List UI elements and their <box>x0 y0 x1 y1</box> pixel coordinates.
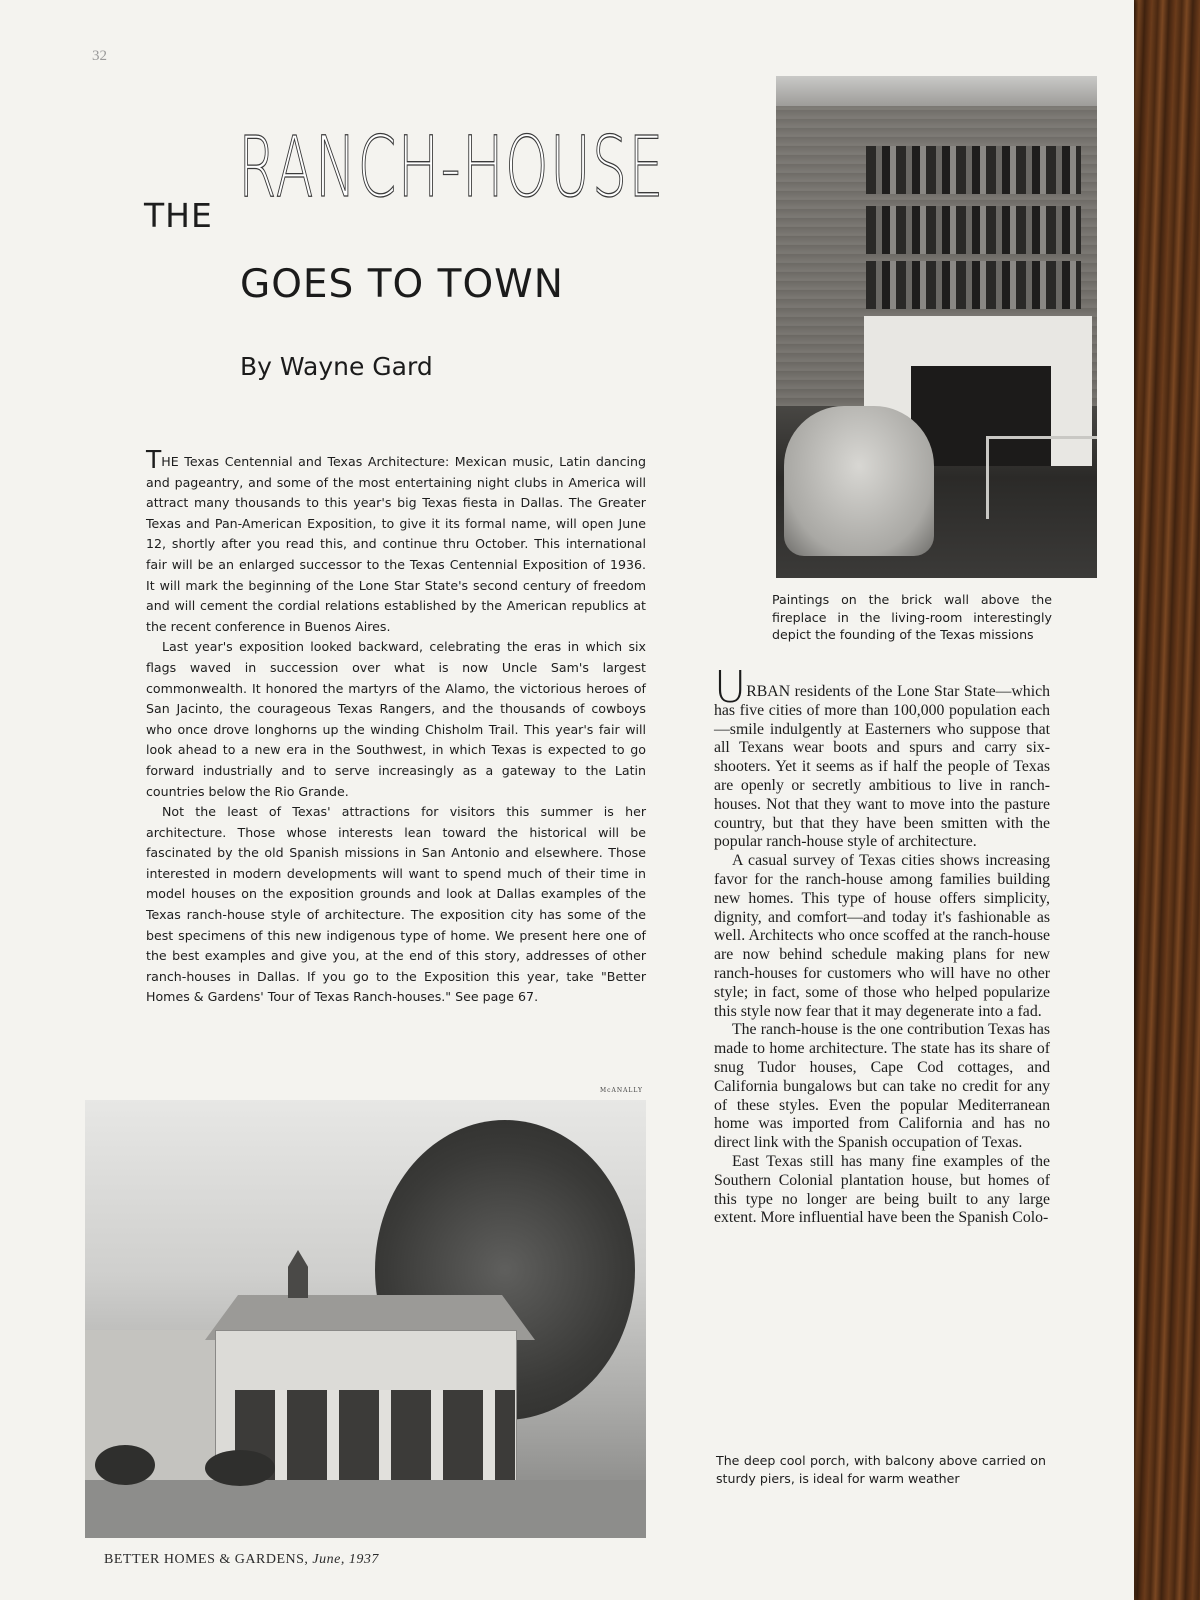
shrub <box>205 1450 275 1486</box>
mural-painting <box>866 261 1081 309</box>
body-paragraph: The ranch-house is the one contribution Texas has made to home architecture. The state has its share of snug Tudor houses, Cape Cod cottages, and California bungalows but can take no credit for any of these styles. Even the popular Mediterranean home was imported from California and has no direct link with the Spanish occupation of Texas. <box>714 1021 1050 1152</box>
fireplace-caption: Paintings on the brick wall above the fireplace in the living-room interestingly depict the founding of the Texas missions <box>772 592 1052 642</box>
body-dropcap: U <box>714 662 747 713</box>
issue-date: June, 1937 <box>312 1552 379 1567</box>
article-subtitle: GOES TO TOWN <box>240 262 564 307</box>
title-prefix: THE <box>144 196 213 235</box>
cupola <box>288 1250 308 1298</box>
shrub <box>95 1445 155 1485</box>
body-para1: RBAN residents of the Lone Star State—which has five cities of more than 100,000 population each—smile indulgently at Easterners who suppose that all Texans wear boots and spurs and carry six-shooters. Yet it seems as if half the people of Texas are openly or secretly ambitious to live in ranch-houses. Not that they want to move into the pasture country, but that they have been smitten with the popular ranch-house style of architecture. <box>714 683 1050 851</box>
side-table <box>986 436 1097 519</box>
intro-text <box>146 445 646 1008</box>
page-number: 32 <box>92 48 107 64</box>
byline: By Wayne Gard <box>240 352 433 381</box>
body-paragraph: East Texas still has many fine examples of the Southern Colonial plantation house, but homes of this type no longer are being built to any large extent. More influential have been the Spanish Colo- <box>714 1152 1050 1227</box>
article-title: RANCH-HOUSE <box>238 118 665 216</box>
mural-painting <box>866 146 1081 194</box>
intro-paragraph: Not the least of Texas' attractions for visitors this summer is her architecture. Those whose interests lean toward the historical will be fascinated by the old Spanish missions in San Antonio and elsewhere. Those interested in modern developments will want to spend much of their time in model houses on the exposition grounds and look at Dallas examples of the Texas ranch-house style of architecture. The exposition city has some of the best specimens of this new indigenous type of home. We present here one of the best examples and give you, at the end of this story, addresses of other ranch-houses in Dallas. If you go to the Exposition this year, take "Better Homes & Gardens' Tour of Texas Ranch-houses." See page 67. <box>146 804 646 1005</box>
wooden-table-background <box>1128 0 1200 1600</box>
page-footer <box>104 1552 379 1568</box>
body-column <box>714 662 1050 1228</box>
intro-dropcap: T <box>146 445 162 474</box>
body-paragraph: A casual survey of Texas cities shows increasing favor for the ranch-house among families building new homes. This type of house offers simplicity, dignity, and comfort—and today it's fashionable as well. Architects who once scoffed at the ranch-house are now behind schedule making plans for new ranch-houses for customers who will have no other style; in fact, some of those who helped popularize this style now fear that it may degenerate into a fad. <box>714 852 1050 1020</box>
body-paragraph <box>714 662 1050 852</box>
intro-lead: HE Texas Centennial and Texas Architecture: <box>161 454 450 469</box>
house-porch <box>235 1390 515 1480</box>
intro-para1: Mexican music, Latin dancing and pageantry, and some of the most entertaining night clubs in America will attract many thousands to this year's big Texas fiesta in Dallas. The Greater Texas and Pan-American Exposition, to give it its formal name, will open June 12, shortly after you read this, and continue thru October. This international fair will be an enlarged successor to the Texas Centennial Exposition of 1936. It will mark the beginning of the Lone Star State's second century of freedom and will cement the cordial relations established by the American republics at the recent conference in Buenos Aires. <box>146 454 646 634</box>
intro-paragraph: Last year's exposition looked backward, celebrating the eras in which six flags waved in succession over what is now Uncle Sam's largest commonwealth. It honored the martyrs of the Alamo, the victorious heroes of San Jacinto, the courageous Texas Rangers, and the thousands of cowboys who once drove longhorns up the winding Chisholm Trail. This year's fair will look ahead to a new era in the Southwest, in which Texas is expected to go forward industrially and to serve increasingly as a gateway to the Latin countries below the Rio Grande. <box>146 639 646 799</box>
mural-painting <box>866 206 1081 254</box>
intro-paragraph <box>146 445 646 637</box>
magazine-name: BETTER HOMES & GARDENS, <box>104 1552 309 1567</box>
fireplace-photo <box>776 76 1097 578</box>
armchair <box>784 406 934 556</box>
ranch-house-photo <box>85 1100 646 1538</box>
photo-credit: McANALLY <box>600 1087 643 1094</box>
porch-caption: The deep cool porch, with balcony above carried on sturdy piers, is ideal for warm weather <box>716 1453 1046 1486</box>
lawn <box>85 1480 646 1538</box>
